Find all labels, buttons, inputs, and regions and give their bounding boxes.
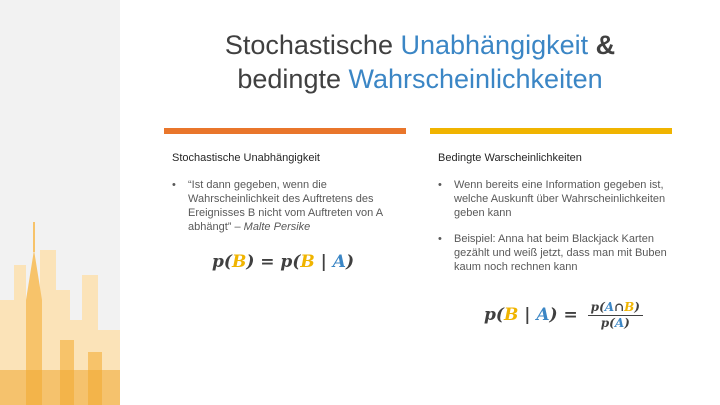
right-column-heading: Bedingte Warscheinlichkeiten: [438, 152, 582, 164]
left-column-accent-bar: [164, 128, 406, 134]
formula-event-a: A: [536, 305, 550, 325]
formula-text: ) =: [549, 305, 584, 325]
fraction-denominator: [588, 316, 643, 331]
formula-event-a: A: [614, 316, 625, 330]
formula-event-a: A: [332, 252, 346, 272]
conditional-probability-formula: [484, 300, 643, 331]
formula-text: p(: [484, 305, 504, 325]
formula-event-b: B: [231, 252, 247, 272]
city-skyline-illustration: [0, 0, 120, 405]
formula-event-b: B: [503, 305, 519, 325]
title-line-1: [160, 28, 680, 62]
formula-text: ): [345, 252, 355, 272]
formula-text: ) = p(: [246, 252, 301, 272]
formula-event-a: A: [604, 300, 615, 314]
title-accent-text: Unabhängigkeit: [400, 30, 589, 60]
title-text: Stochastische: [224, 30, 401, 60]
slide-title: [160, 28, 680, 96]
title-ampersand: &: [588, 30, 616, 60]
quote-author: Malte Persike: [243, 221, 311, 233]
formula-text: p(: [590, 300, 605, 314]
independence-formula: [212, 252, 354, 272]
formula-text: |: [314, 252, 333, 272]
title-text: bedingte: [237, 64, 349, 94]
list-item: • Beispiel: Anna hat beim Blackjack Karten gezählt und weiß jetzt, dass man mit Buben kaum noch rechnen kann: [438, 232, 672, 274]
intersection-symbol: ∩: [614, 300, 625, 314]
bullet-text: “Ist dann gegeben, wenn die Wahrscheinlichkeit des Auftretens des Ereignisses B nicht vom Auftreten von A abhängt” –: [188, 179, 383, 233]
formula-event-b: B: [624, 300, 635, 314]
formula-text: p(: [212, 252, 232, 272]
left-bullet-list: [164, 178, 406, 234]
formula-text: ): [624, 316, 630, 330]
right-column-accent-bar: [430, 128, 672, 134]
list-item: [172, 178, 406, 234]
title-line-2: [160, 62, 680, 96]
formula-text: ): [634, 300, 640, 314]
list-item: • Wenn bereits eine Information gegeben ist, welche Auskunft über Wahrscheinlichkeiten geben kann: [438, 178, 672, 220]
formula-text: |: [518, 305, 537, 325]
right-column: [430, 128, 672, 286]
skyline-sidebar: [0, 0, 120, 405]
left-column-heading: Stochastische Unabhängigkeit: [172, 152, 320, 164]
title-accent-text: Wahrscheinlichkeiten: [348, 64, 603, 94]
formula-text: p(: [600, 316, 615, 330]
formula-fraction: [588, 300, 643, 331]
right-bullet-list: [430, 178, 672, 274]
fraction-numerator: [588, 300, 643, 316]
left-column: [164, 128, 406, 246]
formula-event-b: B: [300, 252, 315, 272]
